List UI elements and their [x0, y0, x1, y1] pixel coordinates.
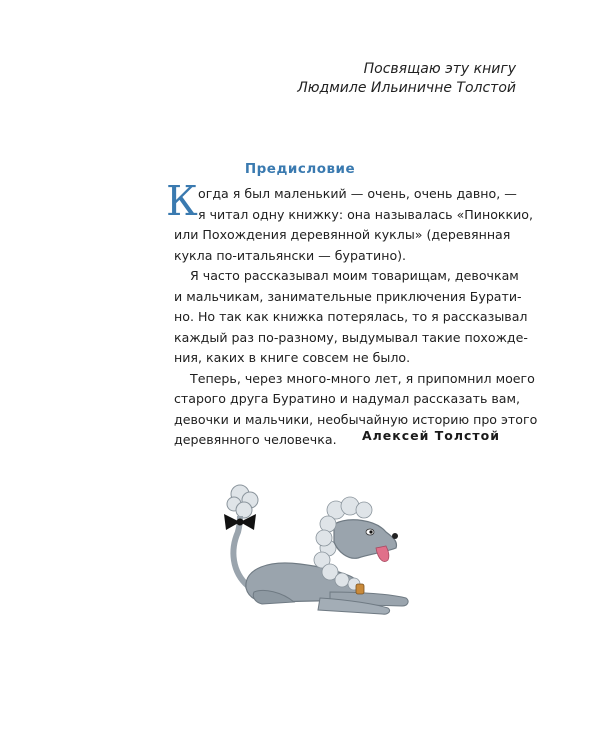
poodle-illustration: [210, 480, 430, 620]
text-line: ния, каких в книге совсем не было.: [174, 350, 411, 365]
text-line: Теперь, через много-много лет, я припомнил моего: [190, 370, 535, 386]
poodle-nose: [392, 533, 398, 539]
text-line: кукла по-итальянски — буратино).: [174, 247, 407, 263]
paragraph-2: [158, 266, 528, 369]
text-line: огда я был маленький — очень, очень давно, —: [198, 186, 517, 201]
dedication: [297, 60, 516, 98]
text-line: я читал одну книжку: она называлась «Пиноккио,: [198, 206, 534, 222]
author-signature: Алексей Толстой: [361, 428, 500, 443]
drop-cap: К: [166, 177, 198, 225]
text-line: и мальчикам, занимательные приключения Бурати-: [174, 288, 522, 304]
poodle-tail: [233, 532, 248, 586]
preface-text: [158, 177, 538, 451]
preface-title: Предисловие: [244, 161, 356, 177]
text-line: каждый раз по-разному, выдумывал такие похожде-: [174, 329, 528, 345]
dedication-line-1: Посвящаю эту книгу: [363, 61, 516, 77]
text-line: девочки и мальчики, необычайную историю про этого: [174, 411, 538, 427]
text-line: Я часто рассказывал моим товарищам, девочкам: [190, 268, 519, 283]
text-line: но. Но так как книжка потерялась, то я рассказывал: [174, 309, 528, 324]
text-line: старого друга Буратино и надумал рассказать вам,: [174, 391, 521, 406]
paragraph-1: [158, 177, 534, 266]
dedication-line-2: Людмиле Ильиничне Толстой: [297, 80, 516, 96]
text-line: или Похождения деревянной куклы» (деревянная: [174, 227, 511, 242]
tongue: [376, 546, 389, 562]
text-line: деревянного человечка.: [174, 432, 337, 447]
